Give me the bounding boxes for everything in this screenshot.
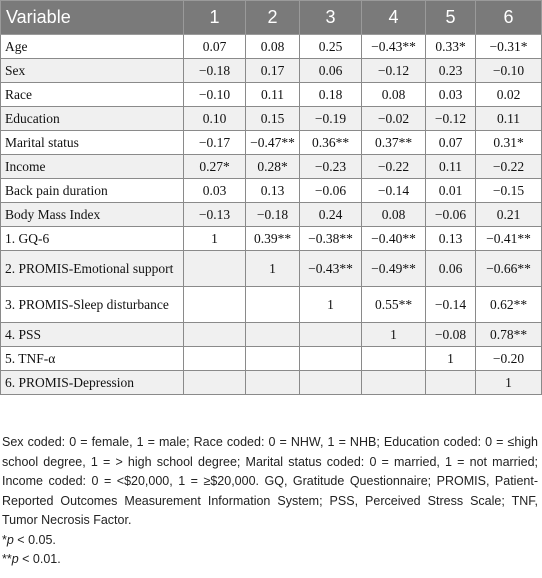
correlation-cell: 1 — [300, 287, 362, 323]
correlation-cell: 0.01 — [426, 179, 476, 203]
correlation-cell: −0.66** — [476, 251, 542, 287]
row-label: Education — [1, 107, 184, 131]
correlation-cell: −0.38** — [300, 227, 362, 251]
correlation-cell: −0.31* — [476, 35, 542, 59]
row-label: 6. PROMIS-Depression — [1, 371, 184, 395]
correlation-cell: 0.13 — [426, 227, 476, 251]
correlation-cell — [246, 347, 300, 371]
correlation-cell: −0.23 — [300, 155, 362, 179]
table-row — [1, 251, 542, 287]
table-footnote — [2, 433, 538, 570]
correlation-cell: −0.43** — [300, 251, 362, 287]
correlation-cell: 1 — [476, 371, 542, 395]
correlation-cell: 0.06 — [426, 251, 476, 287]
row-label: 5. TNF-α — [1, 347, 184, 371]
table-row — [1, 59, 542, 83]
table-row — [1, 131, 542, 155]
correlation-cell: −0.15 — [476, 179, 542, 203]
correlation-cell: −0.02 — [362, 107, 426, 131]
correlation-cell: 1 — [426, 347, 476, 371]
correlation-cell: −0.20 — [476, 347, 542, 371]
correlation-cell: 0.08 — [362, 203, 426, 227]
correlation-cell — [362, 347, 426, 371]
correlation-cell: 0.13 — [246, 179, 300, 203]
correlation-cell: 0.55** — [362, 287, 426, 323]
correlation-cell — [184, 287, 246, 323]
table-row — [1, 35, 542, 59]
correlation-cell — [300, 323, 362, 347]
correlation-cell — [184, 251, 246, 287]
table-row — [1, 287, 542, 323]
correlation-cell — [184, 371, 246, 395]
header-col-4: 4 — [362, 1, 426, 35]
header-col-1: 1 — [184, 1, 246, 35]
correlation-cell: −0.40** — [362, 227, 426, 251]
correlation-cell: −0.14 — [426, 287, 476, 323]
correlation-cell — [300, 347, 362, 371]
correlation-cell: 0.36** — [300, 131, 362, 155]
table-row — [1, 179, 542, 203]
correlation-cell: 0.11 — [476, 107, 542, 131]
correlation-cell — [184, 347, 246, 371]
correlation-cell: −0.49** — [362, 251, 426, 287]
correlation-cell: 0.10 — [184, 107, 246, 131]
correlation-cell: 0.11 — [246, 83, 300, 107]
correlation-cell: 0.08 — [362, 83, 426, 107]
correlation-cell: −0.12 — [426, 107, 476, 131]
row-label: 1. GQ-6 — [1, 227, 184, 251]
table-row — [1, 107, 542, 131]
correlation-cell: 1 — [362, 323, 426, 347]
header-col-2: 2 — [246, 1, 300, 35]
correlation-cell: 0.08 — [246, 35, 300, 59]
correlation-cell: 0.78** — [476, 323, 542, 347]
row-label: 4. PSS — [1, 323, 184, 347]
correlation-cell: 0.39** — [246, 227, 300, 251]
correlation-cell: 0.02 — [476, 83, 542, 107]
correlation-cell: −0.13 — [184, 203, 246, 227]
correlation-cell: 0.07 — [184, 35, 246, 59]
header-col-5: 5 — [426, 1, 476, 35]
correlation-cell: 0.17 — [246, 59, 300, 83]
correlation-cell: −0.06 — [426, 203, 476, 227]
correlation-cell: −0.22 — [476, 155, 542, 179]
row-label: Income — [1, 155, 184, 179]
row-label: Marital status — [1, 131, 184, 155]
correlation-cell: 0.06 — [300, 59, 362, 83]
correlation-cell: 0.03 — [426, 83, 476, 107]
correlation-cell: 0.07 — [426, 131, 476, 155]
correlation-cell: −0.18 — [246, 203, 300, 227]
correlation-cell: 0.31* — [476, 131, 542, 155]
table-row — [1, 323, 542, 347]
table-row — [1, 83, 542, 107]
correlation-cell: −0.06 — [300, 179, 362, 203]
header-col-3: 3 — [300, 1, 362, 35]
correlation-cell: 0.33* — [426, 35, 476, 59]
correlation-cell: 0.03 — [184, 179, 246, 203]
correlation-cell: −0.17 — [184, 131, 246, 155]
correlation-cell: 0.62** — [476, 287, 542, 323]
correlation-cell — [246, 287, 300, 323]
correlation-cell: 0.18 — [300, 83, 362, 107]
correlation-cell: 1 — [184, 227, 246, 251]
correlation-cell: −0.12 — [362, 59, 426, 83]
row-label: 3. PROMIS-Sleep disturbance — [1, 287, 184, 323]
correlation-cell: 0.37** — [362, 131, 426, 155]
correlation-cell: 0.21 — [476, 203, 542, 227]
table-row — [1, 227, 542, 251]
row-label: 2. PROMIS-Emotional support — [1, 251, 184, 287]
correlation-cell — [184, 323, 246, 347]
correlation-cell: −0.18 — [184, 59, 246, 83]
row-label: Body Mass Index — [1, 203, 184, 227]
correlation-cell: 0.23 — [426, 59, 476, 83]
correlation-cell: 0.11 — [426, 155, 476, 179]
correlation-cell: 0.28* — [246, 155, 300, 179]
footnote-coding: Sex coded: 0 = female, 1 = male; Race coded: 0 = NHW, 1 = NHB; Education coded: 0 = ≤high school degree, 1 = > high school degree; Marital status coded: 0 = married, 1 = not married; Income coded: 0 = <$20,000, 1 = ≥$20,000. GQ, Gratitude Questionnaire; PROMIS, Patient-Reported Outcomes Measurement Information System; PSS, Perceived Stress Scale; TNF, Tumor Necrosis Factor. — [2, 435, 538, 527]
correlation-cell: −0.22 — [362, 155, 426, 179]
footnote-sig-05: *p < 0.05. — [2, 532, 56, 547]
correlation-cell: 0.24 — [300, 203, 362, 227]
correlation-cell — [426, 371, 476, 395]
header-variable: Variable — [1, 1, 184, 35]
table-row — [1, 371, 542, 395]
correlation-cell — [246, 323, 300, 347]
row-label: Sex — [1, 59, 184, 83]
header-col-6: 6 — [476, 1, 542, 35]
correlation-cell: 1 — [246, 251, 300, 287]
table-row — [1, 155, 542, 179]
correlation-cell: −0.43** — [362, 35, 426, 59]
correlation-cell: 0.15 — [246, 107, 300, 131]
correlation-cell: −0.19 — [300, 107, 362, 131]
correlation-cell: −0.47** — [246, 131, 300, 155]
table-header-row — [1, 1, 542, 35]
correlation-cell — [300, 371, 362, 395]
table-row — [1, 347, 542, 371]
correlation-cell: −0.08 — [426, 323, 476, 347]
correlation-cell: −0.41** — [476, 227, 542, 251]
footnote-sig-01: **p < 0.01. — [2, 552, 61, 566]
correlation-cell: −0.10 — [184, 83, 246, 107]
correlation-cell: 0.25 — [300, 35, 362, 59]
correlation-cell: −0.14 — [362, 179, 426, 203]
row-label: Back pain duration — [1, 179, 184, 203]
correlation-cell — [362, 371, 426, 395]
correlation-cell — [246, 371, 300, 395]
correlation-cell: 0.27* — [184, 155, 246, 179]
row-label: Age — [1, 35, 184, 59]
correlation-cell: −0.10 — [476, 59, 542, 83]
row-label: Race — [1, 83, 184, 107]
table-row — [1, 203, 542, 227]
